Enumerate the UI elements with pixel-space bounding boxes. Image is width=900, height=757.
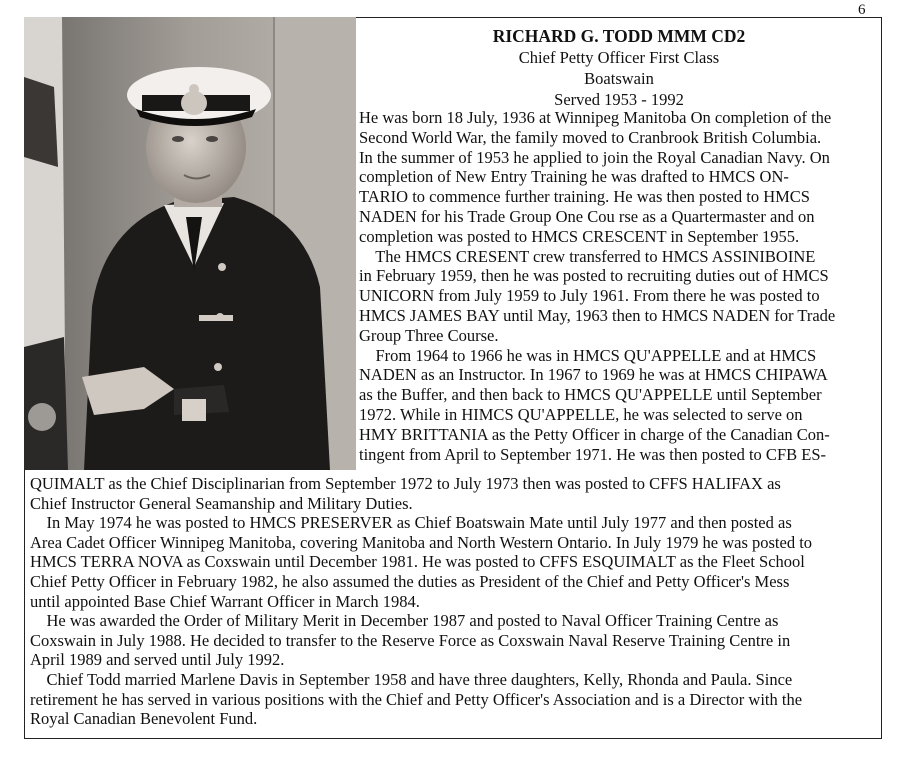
text-line: Royal Canadian Benevolent Fund. (30, 709, 258, 729)
text-line: Coxswain in July 1988. He decided to transfer to the Reserve Force as Coxswain Naval Reserve Training Centre in (30, 630, 791, 650)
text-line: Second World War, the family moved to Cranbrook British Columbia. (359, 127, 822, 147)
page-number: 6 (858, 2, 866, 18)
text-line: NADEN for his Trade Group One Cou rse as a Quartermaster and on (359, 206, 815, 226)
text-line: retirement he has served in various positions with the Chief and Petty Officer's Association and is a Director with the (30, 689, 803, 709)
person-name: RICHARD G. TODD MMM CD2 (492, 26, 746, 46)
text-line: until appointed Base Chief Warrant Officer in March 1984. (30, 591, 420, 611)
full-width-body-text (30, 474, 880, 729)
article-header (356, 26, 882, 110)
text-line: Area Cadet Officer Winnipeg Manitoba, covering Manitoba and North Western Ontario. In July 1979 he was posted to (30, 532, 813, 552)
text-line: 1972. While in HIMCS QU'APPELLE, he was selected to serve on (359, 404, 803, 424)
text-line: From 1964 to 1966 he was in HMCS QU'APPELLE and at HMCS (359, 345, 817, 365)
text-line: in February 1959, then he was posted to recruiting duties out of HMCS (359, 266, 829, 286)
text-line: TARIO to commence further training. He was then posted to HMCS (359, 187, 810, 207)
text-line: April 1989 and served until July 1992. (30, 650, 285, 670)
text-line: NADEN as an Instructor. In 1967 to 1969 he was at HMCS CHIPAWA (359, 365, 828, 385)
text-line: He was awarded the Order of Military Merit in December 1987 and posted to Naval Officer Training Centre as (30, 611, 779, 631)
rank-title: Chief Petty Officer First Class (518, 48, 720, 67)
text-line: Chief Todd married Marlene Davis in September 1958 and have three daughters, Kelly, Rhonda and Paula. Since (30, 669, 793, 689)
text-line: tingent from April to September 1971. He was then posted to CFB ES- (359, 444, 826, 464)
text-line: Group Three Course. (359, 325, 499, 345)
text-line: HMCS JAMES BAY until May, 1963 then to HMCS NADEN for Trade (359, 305, 836, 325)
text-line: He was born 18 July, 1936 at Winnipeg Manitoba On completion of the (359, 108, 832, 127)
text-line: In May 1974 he was posted to HMCS PRESERVER as Chief Boatswain Mate until July 1977 and then posted as (30, 513, 792, 533)
portrait-illustration (24, 17, 356, 470)
text-line: UNICORN from July 1959 to July 1961. From there he was posted to (359, 286, 820, 306)
column-body-text (359, 108, 883, 464)
text-line: HMCS TERRA NOVA as Coxswain until December 1981. He was posted to CFFS ESQUIMALT as the Fleet School (30, 552, 805, 572)
text-line: HMY BRITTANIA as the Petty Officer in charge of the Canadian Con- (359, 424, 830, 444)
portrait-photo (24, 17, 356, 470)
text-line: as the Buffer, and then back to HMCS QU'APPELLE until September (359, 385, 822, 405)
text-line: completion was posted to HMCS CRESCENT in September 1955. (359, 226, 800, 246)
text-line: QUIMALT as the Chief Disciplinarian from September 1972 to July 1973 then was posted to CFFS HALIFAX as (30, 474, 781, 493)
text-line: Chief Petty Officer in February 1982, he also assumed the duties as President of the Chief and Petty Officer's Mess (30, 571, 790, 591)
text-line: Chief Instructor General Seamanship and Military Duties. (30, 493, 413, 513)
text-line: In the summer of 1953 he applied to join the Royal Canadian Navy. On (359, 147, 830, 167)
text-line: The HMCS CRESENT crew transferred to HMCS ASSINIBOINE (359, 246, 816, 266)
service-years: Served 1953 - 1992 (554, 90, 684, 109)
trade-title: Boatswain (584, 69, 654, 88)
text-line: completion of New Entry Training he was drafted to HMCS ON- (359, 167, 789, 187)
